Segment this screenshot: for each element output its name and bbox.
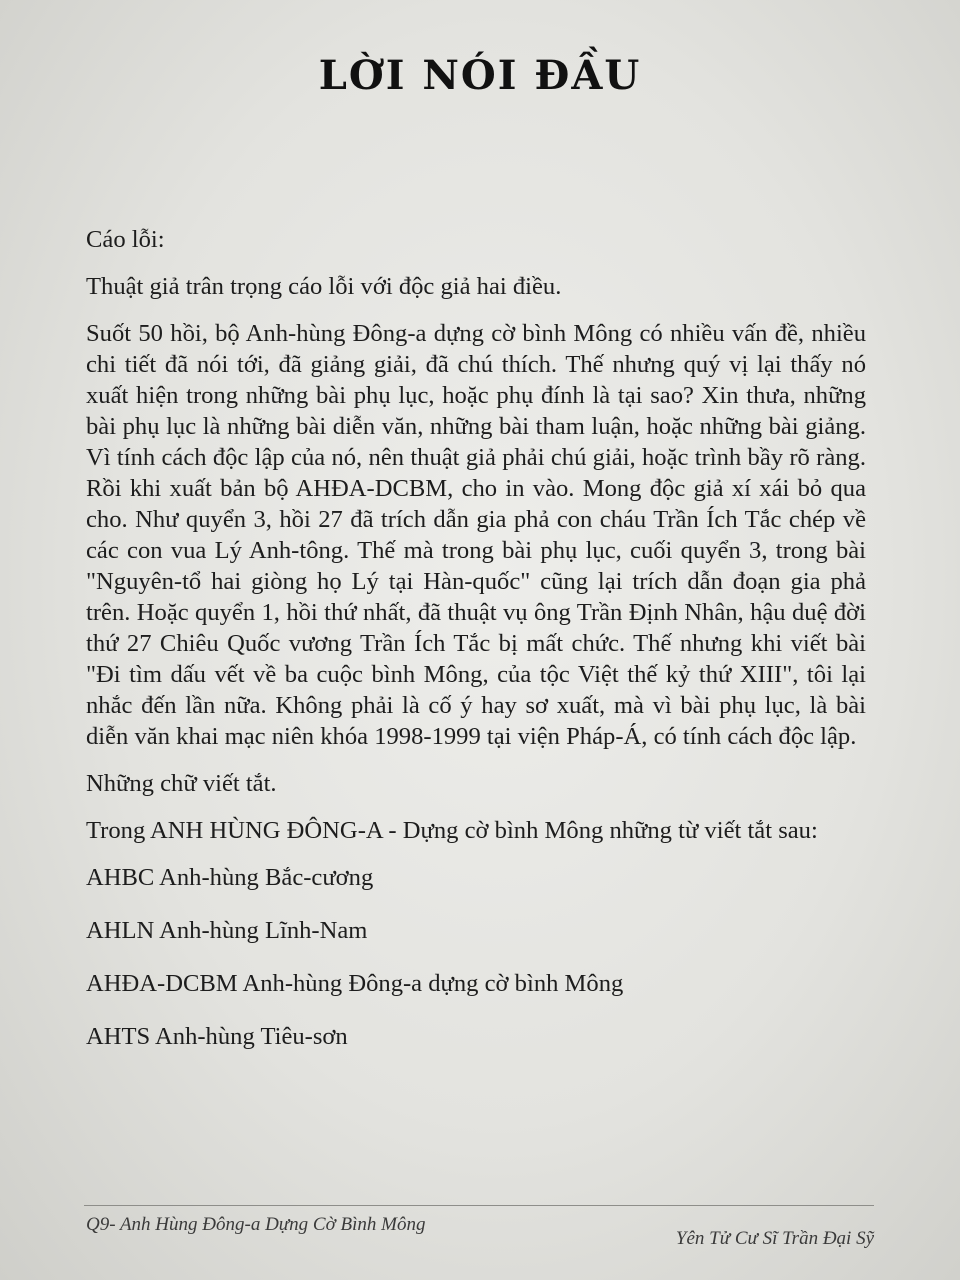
paragraph-abbreviations-heading: Những chữ viết tắt. bbox=[86, 770, 277, 797]
abbreviation-item: AHTS Anh-hùng Tiêu-sơn bbox=[86, 1023, 348, 1050]
paragraph-abbreviations-intro: Trong ANH HÙNG ĐÔNG-A - Dựng cờ bình Mông những từ viết tắt sau: bbox=[86, 817, 818, 844]
page-body bbox=[86, 224, 866, 1074]
page-title: LỜI NÓI ĐẦU bbox=[318, 52, 642, 99]
paragraph-apology-body: Suốt 50 hồi, bộ Anh-hùng Đông-a dựng cờ bình Mông có nhiều vấn đề, nhiều chi tiết đã nói tới, đã giảng giải, đã chú thích. Thế nhưng quý vị lại thấy nó xuất hiện trong những bài phụ lục, hoặc phụ đính là tại sao? Xin thưa, những bài phụ lục là những bài diễn văn, những bài tham luận, hoặc những bài giảng. Vì tính cách độc lập của nó, nên thuật giả phải chú giải, hoặc trình bầy rõ ràng. Rồi khi xuất bản bộ AHĐA-DCBM, cho in vào. Mong độc giả xí xái bỏ qua cho. Như quyển 3, hồi 27 đã trích dẫn gia phả con cháu Trần Ích Tắc chép về các con vua Lý Anh-tông. Thế mà trong bài phụ lục, cuối quyển 3, trong bài "Nguyên-tổ hai giòng họ Lý tại Hàn-quốc" cũng lại trích dẫn đoạn gia phả trên. Hoặc quyển 1, hồi thứ nhất, đã thuật vụ ông Trần Định Nhân, hậu duệ đời thứ 27 Chiêu Quốc vương Trần Ích Tắc bị mất chức. Thế nhưng khi viết bài "Đi tìm dấu vết về ba cuộc bình Mông, của tộc Việt thế kỷ thứ XIII", tôi lại nhắc đến lần nữa. Không phải là cố ý hay sơ xuất, mà vì bài phụ lục, là bài diễn văn khai mạc niên khóa 1998-1999 tại viện Pháp-Á, có tính cách độc lập. bbox=[86, 320, 866, 750]
abbreviation-item: AHBC Anh-hùng Bắc-cương bbox=[86, 864, 374, 891]
footer-divider bbox=[84, 1205, 874, 1206]
paragraph-apology-heading: Cáo lỗi: bbox=[86, 226, 165, 253]
footer-book-title: Q9- Anh Hùng Đông-a Dựng Cờ Bình Mông bbox=[86, 1214, 426, 1235]
abbreviation-item: AHĐA-DCBM Anh-hùng Đông-a dựng cờ bình Mông bbox=[86, 970, 624, 997]
abbreviation-item: AHLN Anh-hùng Lĩnh-Nam bbox=[86, 917, 368, 944]
footer-author: Yên Tử Cư Sĩ Trần Đại Sỹ bbox=[675, 1228, 874, 1249]
paragraph-apology-intro: Thuật giả trân trọng cáo lỗi với độc giả hai điều. bbox=[86, 273, 562, 300]
